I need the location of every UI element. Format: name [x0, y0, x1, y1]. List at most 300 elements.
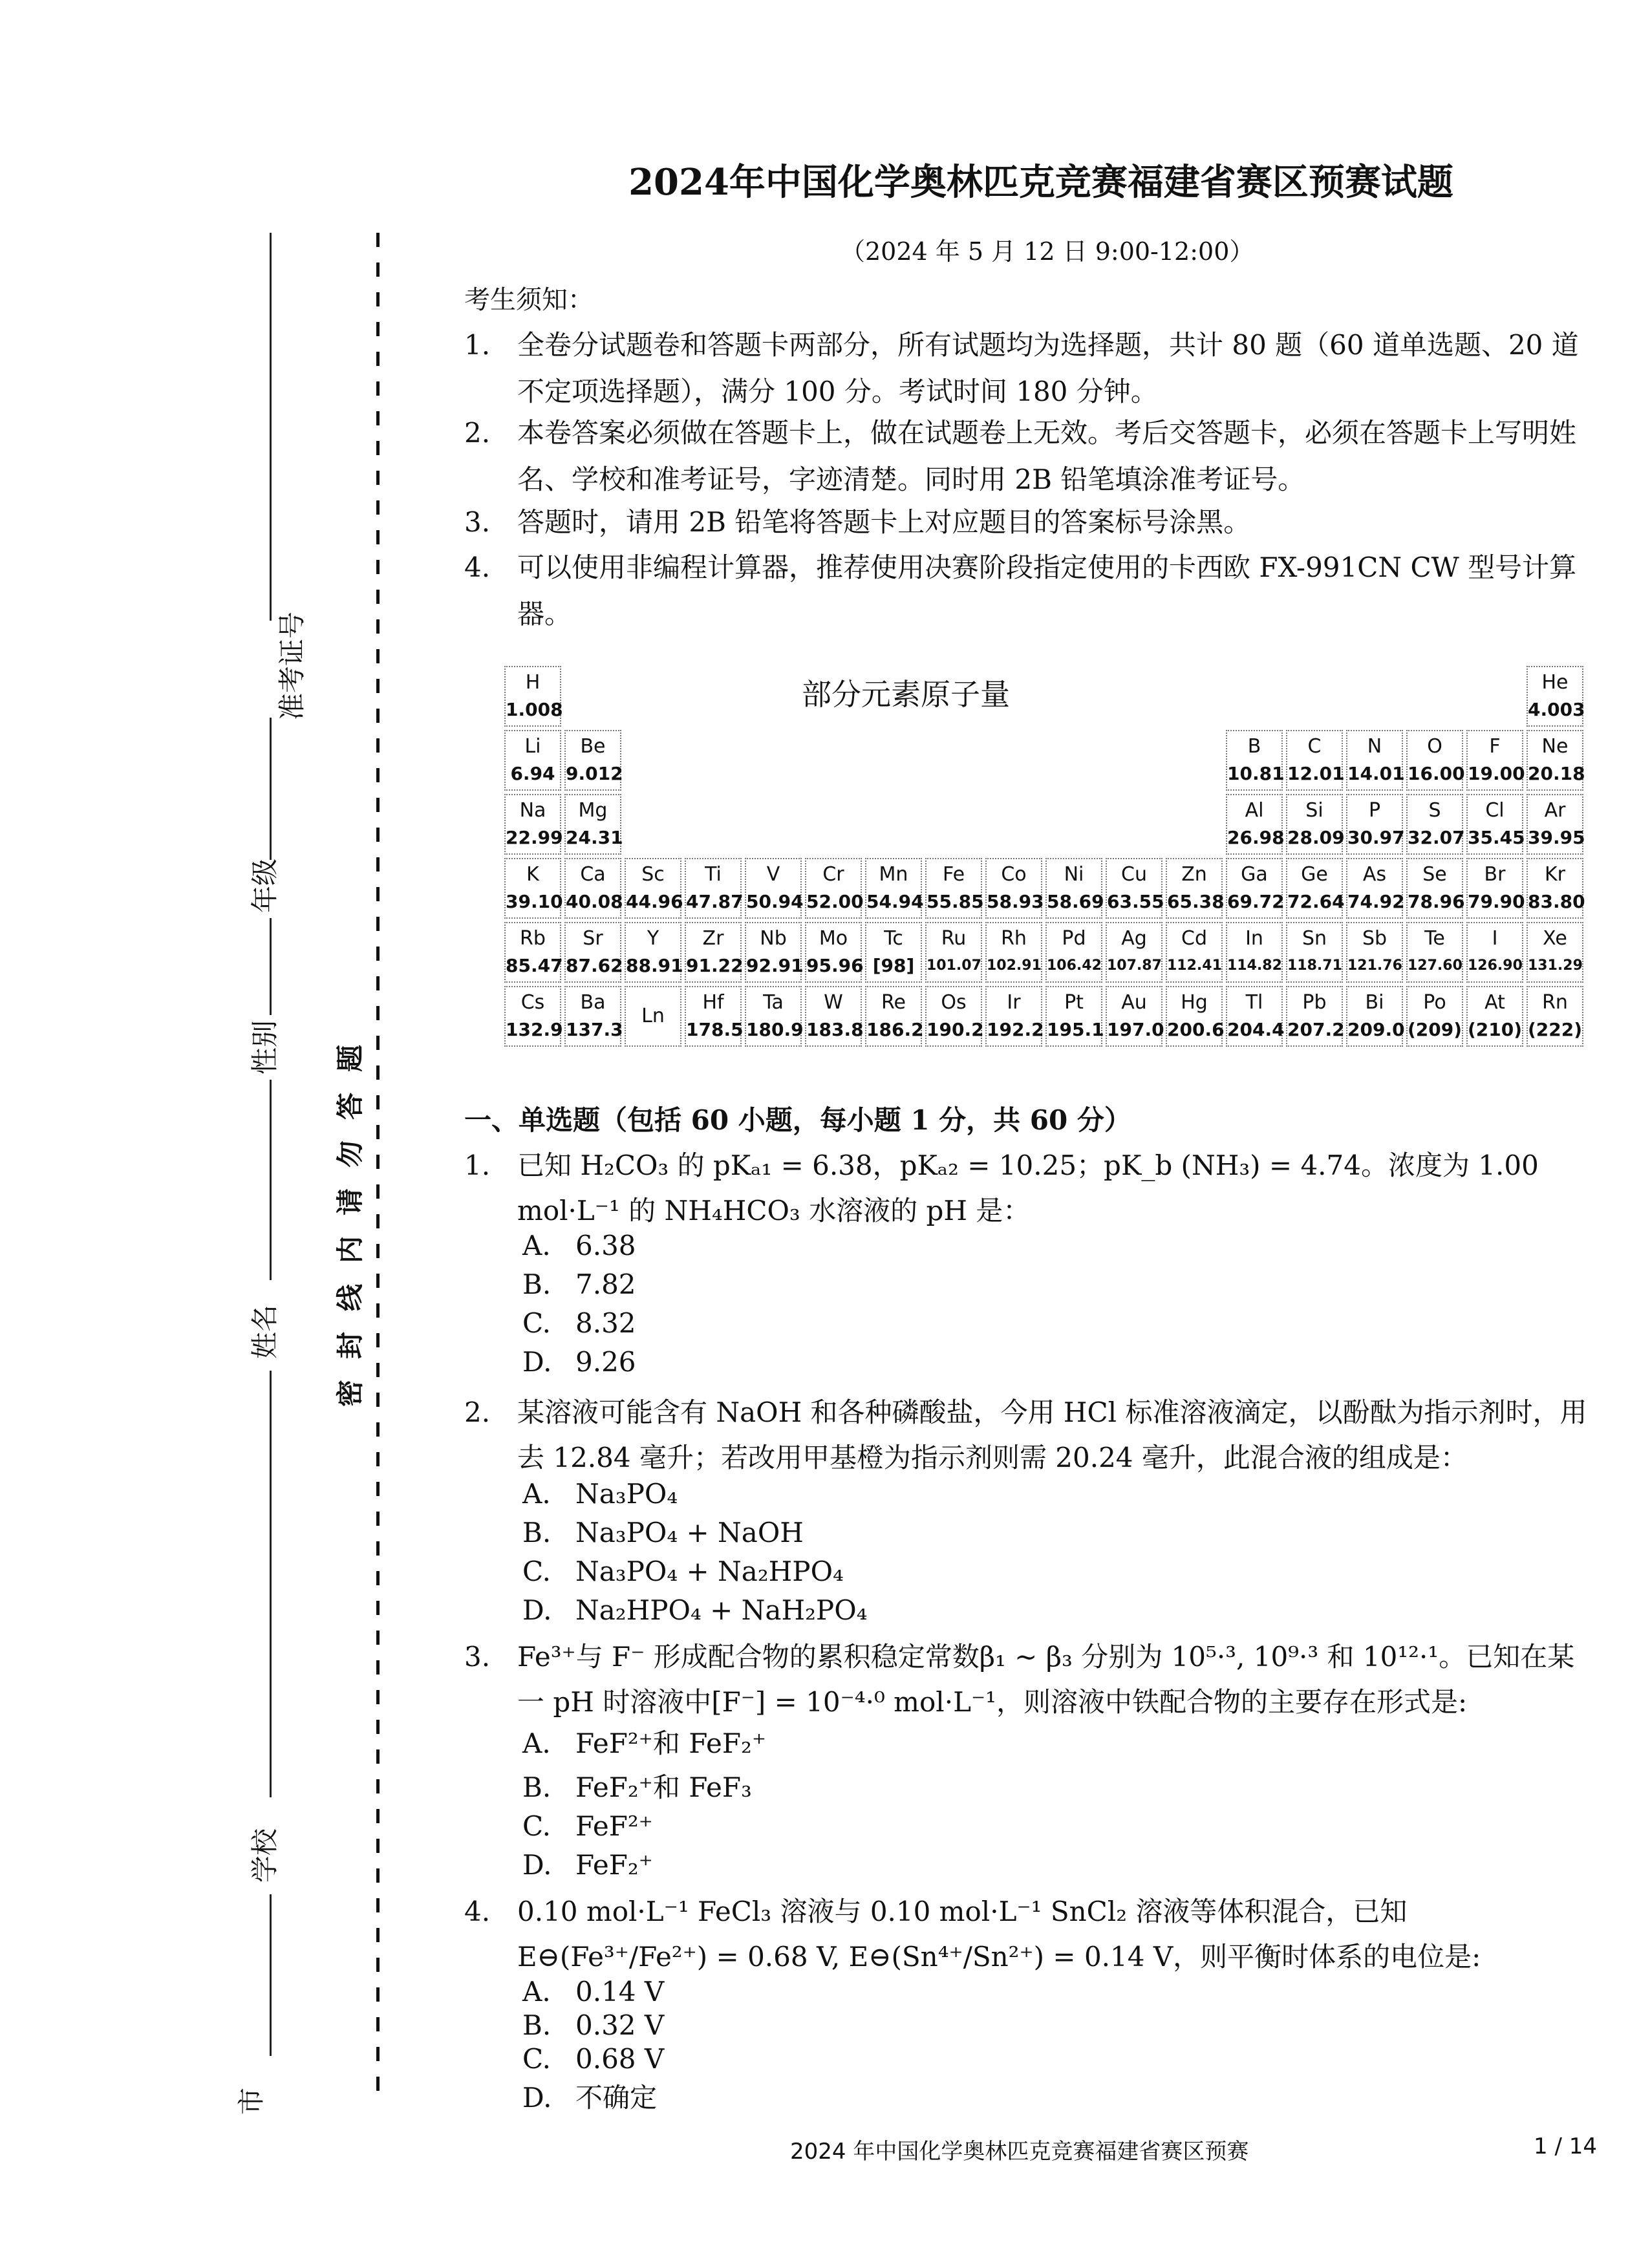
- element-weight: 39.95: [1528, 827, 1585, 848]
- element-weight: 72.64: [1287, 891, 1345, 912]
- element-weight: 114.82: [1227, 957, 1282, 974]
- element-weight: 183.8: [806, 1019, 864, 1040]
- exam-id-label: 准考证号: [276, 611, 308, 721]
- element-cell: [1286, 922, 1343, 983]
- seal-char: 题: [334, 1045, 366, 1073]
- option-letter: A.: [522, 1478, 551, 1510]
- element-weight: 35.45: [1468, 827, 1525, 848]
- element-weight: 58.93: [987, 891, 1044, 912]
- element-weight: 50.94: [746, 891, 804, 912]
- page-title: 2024年中国化学奥林匹克竞赛福建省赛区预赛试题: [628, 161, 1453, 204]
- notice-item: [464, 410, 1589, 503]
- element-symbol: Ru: [941, 927, 967, 950]
- element-weight: 190.2: [927, 1019, 984, 1040]
- notice-item: [464, 499, 1589, 546]
- page-number: 1 / 14: [1534, 2134, 1597, 2159]
- element-weight: 22.99: [506, 827, 563, 848]
- element-weight: 112.41: [1167, 957, 1222, 974]
- option-text: Na₃PO₄: [575, 1478, 678, 1510]
- element-symbol: K: [526, 863, 539, 886]
- option-text: 0.32 V: [575, 2009, 665, 2041]
- element-cell: [1346, 858, 1403, 919]
- element-weight: 197.0: [1107, 1019, 1164, 1040]
- element-weight: 178.5: [686, 1019, 744, 1040]
- element-cell: [925, 922, 982, 983]
- element-cell: [805, 858, 862, 919]
- element-symbol: Se: [1422, 863, 1447, 886]
- element-symbol: I: [1492, 927, 1498, 950]
- element-weight: 16.00: [1408, 763, 1465, 784]
- notice-item: [464, 544, 1589, 637]
- element-weight: 204.4: [1227, 1019, 1285, 1040]
- element-weight: 127.60: [1408, 957, 1462, 974]
- element-cell: [1286, 986, 1343, 1047]
- element-symbol: O: [1427, 735, 1442, 758]
- notice-item-text: 可以使用非编程计算器，推荐使用决赛阶段指定使用的卡西欧 FX-991CN CW 型号计算器。: [517, 551, 1577, 630]
- element-weight: 195.1: [1047, 1019, 1104, 1040]
- school-line: [270, 1371, 272, 1797]
- element-cell: [1045, 922, 1102, 983]
- element-symbol: B: [1247, 735, 1261, 758]
- element-cell: [1166, 858, 1223, 919]
- element-weight: 52.00: [806, 891, 864, 912]
- element-symbol: Pd: [1062, 927, 1086, 950]
- element-weight: 132.9: [506, 1019, 563, 1040]
- seal-dashed-line: [376, 233, 380, 2095]
- option: [522, 1556, 844, 1587]
- element-weight: 9.012: [566, 763, 623, 784]
- grade-label: 年级: [249, 858, 281, 914]
- element-weight: 47.87: [686, 891, 744, 912]
- option-letter: B.: [522, 1268, 552, 1300]
- element-symbol: Os: [941, 991, 967, 1014]
- element-symbol: Fe: [942, 863, 965, 886]
- option: [522, 2009, 664, 2041]
- element-symbol: N: [1367, 735, 1382, 758]
- option-text: FeF₂⁺和 FeF₃: [575, 1771, 752, 1803]
- option-text: FeF₂⁺: [575, 1849, 653, 1881]
- element-symbol: At: [1484, 991, 1505, 1014]
- element-symbol: Po: [1423, 991, 1446, 1014]
- element-symbol: Bi: [1365, 991, 1384, 1014]
- element-weight: 14.01: [1347, 763, 1405, 784]
- option-letter: C.: [522, 2043, 551, 2075]
- element-cell: [1226, 858, 1283, 919]
- option: [522, 2077, 657, 2115]
- element-symbol: Pt: [1064, 991, 1084, 1014]
- element-symbol: Tc: [884, 927, 903, 950]
- element-symbol: As: [1362, 863, 1387, 886]
- element-weight: 101.07: [927, 957, 981, 974]
- option: [522, 1478, 678, 1510]
- element-symbol: V: [766, 863, 780, 886]
- element-weight: 12.01: [1287, 763, 1345, 784]
- option-letter: B.: [522, 2009, 552, 2041]
- element-symbol: In: [1245, 927, 1263, 950]
- question: [464, 1634, 1589, 1725]
- option-text: FeF²⁺: [575, 1810, 653, 1842]
- notice-item-number: 3.: [464, 506, 491, 538]
- option-text: 不确定: [575, 2082, 658, 2113]
- element-symbol: Y: [647, 927, 659, 950]
- seal-char: 密: [334, 1380, 366, 1407]
- element-cell: [865, 922, 922, 983]
- element-symbol: Cr: [822, 863, 844, 886]
- element-cell: [1346, 794, 1403, 855]
- element-symbol: Xe: [1543, 927, 1567, 950]
- question-number: 3.: [464, 1641, 491, 1673]
- element-symbol: Co: [1001, 863, 1027, 886]
- element-weight: 118.71: [1287, 957, 1342, 974]
- element-cell: [1286, 858, 1343, 919]
- element-cell: [1226, 922, 1283, 983]
- element-cell: [1527, 730, 1583, 791]
- option-letter: C.: [522, 1810, 551, 1842]
- option-text: Na₂HPO₄ + NaH₂PO₄: [575, 1594, 868, 1626]
- seal-char: 内: [334, 1236, 366, 1264]
- element-symbol: Mg: [578, 799, 608, 822]
- element-symbol: Na: [519, 799, 546, 822]
- element-weight: 65.38: [1167, 891, 1225, 912]
- element-cell: [1286, 794, 1343, 855]
- element-symbol: F: [1489, 735, 1501, 758]
- element-weight: 20.18: [1528, 763, 1585, 784]
- element-cell: [625, 922, 681, 983]
- element-weight: 91.22: [686, 955, 744, 976]
- element-symbol: Sn: [1302, 927, 1327, 950]
- element-weight: 107.87: [1107, 957, 1162, 974]
- element-weight: 192.2: [987, 1019, 1044, 1040]
- option-text: 6.38: [575, 1230, 636, 1261]
- element-symbol: H: [525, 671, 541, 694]
- question: [464, 1889, 1589, 1980]
- seal-char: 答: [334, 1093, 366, 1120]
- element-cell: [685, 986, 742, 1047]
- element-symbol: Br: [1484, 863, 1506, 886]
- city-line: [270, 1894, 272, 2056]
- question-text: 已知 H₂CO₃ 的 pKₐ₁ = 6.38，pKₐ₂ = 10.25；pK_b (NH₃) = 4.74。浓度为 1.00 mol·L⁻¹ 的 NH₄HCO₃ 水溶液的 pH 是：: [517, 1150, 1539, 1226]
- element-weight: 32.07: [1408, 827, 1465, 848]
- seal-char: 请: [334, 1188, 366, 1216]
- element-symbol: Tl: [1245, 991, 1263, 1014]
- element-cell: [925, 986, 982, 1047]
- option: [522, 1307, 636, 1339]
- element-cell: [1466, 858, 1523, 919]
- element-symbol: C: [1307, 735, 1322, 758]
- name-line: [270, 1080, 272, 1280]
- element-symbol: Ni: [1064, 863, 1084, 886]
- notice-item-text: 全卷分试题卷和答题卡两部分，所有试题均为选择题，共计 80 题（60 道单选题、20 道不定项选择题），满分 100 分。考试时间 180 分钟。: [517, 329, 1579, 407]
- periodic-table-title: 部分元素原子量: [802, 677, 1010, 712]
- element-cell: [1466, 794, 1523, 855]
- element-weight: 137.3: [566, 1019, 623, 1040]
- element-weight: 63.55: [1107, 891, 1164, 912]
- element-symbol: Mn: [879, 863, 908, 886]
- element-weight: 26.98: [1227, 827, 1285, 848]
- gender-label: 性别: [249, 1020, 281, 1075]
- notice-item-text: 答题时，请用 2B 铅笔将答题卡上对应题目的答案标号涂黑。: [517, 506, 1251, 538]
- element-weight: 207.2: [1287, 1019, 1345, 1040]
- element-symbol: Ag: [1121, 927, 1147, 950]
- option-letter: C.: [522, 1556, 551, 1587]
- element-symbol: Ti: [705, 863, 722, 886]
- element-weight: 10.81: [1227, 763, 1285, 784]
- element-cell: [1166, 986, 1223, 1047]
- option: [522, 1810, 653, 1842]
- element-cell: [504, 730, 561, 791]
- element-weight: 6.94: [510, 763, 555, 784]
- city-label: 市: [235, 2087, 268, 2115]
- element-weight: 88.91: [626, 955, 683, 976]
- element-weight: 19.00: [1468, 763, 1525, 784]
- option: [522, 1722, 766, 1761]
- option: [522, 1766, 752, 1805]
- section-heading: 一、单选题（包括 60 小题，每小题 1 分，共 60 分）: [464, 1104, 1131, 1136]
- element-weight: 85.47: [506, 955, 563, 976]
- element-weight: 126.90: [1468, 957, 1523, 974]
- element-symbol: Zr: [702, 927, 724, 950]
- question-text: 某溶液可能含有 NaOH 和各种磷酸盐，今用 HCl 标准溶液滴定，以酚酞为指示剂时，用去 12.84 毫升；若改用甲基橙为指示剂则需 20.24 毫升，此混合液的组成是：: [517, 1396, 1587, 1473]
- option-letter: A.: [522, 1728, 551, 1759]
- element-symbol: Au: [1121, 991, 1147, 1014]
- question-number: 1.: [464, 1150, 491, 1181]
- notice-item-number: 4.: [464, 551, 491, 583]
- option-text: 0.14 V: [575, 1976, 665, 2007]
- question-number: 4.: [464, 1896, 491, 1927]
- exam-id-line: [270, 233, 272, 621]
- element-symbol: Re: [881, 991, 906, 1014]
- element-symbol: Hf: [702, 991, 724, 1014]
- element-cell: [745, 858, 802, 919]
- element-symbol: Si: [1305, 799, 1323, 822]
- element-cell: [1406, 858, 1463, 919]
- element-symbol: Cl: [1485, 799, 1505, 822]
- element-weight: (210): [1468, 1019, 1523, 1040]
- element-cell: [1346, 986, 1403, 1047]
- option-letter: D.: [522, 2082, 552, 2113]
- element-symbol: Ne: [1541, 735, 1569, 758]
- element-weight: 209.0: [1347, 1019, 1405, 1040]
- element-cell: [504, 794, 561, 855]
- element-cell: [1045, 858, 1102, 919]
- element-cell: [805, 922, 862, 983]
- element-weight: 95.96: [806, 955, 864, 976]
- element-cell: [564, 922, 621, 983]
- element-cell: [564, 730, 621, 791]
- element-symbol: S: [1428, 799, 1441, 822]
- element-cell: [1346, 922, 1403, 983]
- element-symbol: Pb: [1302, 991, 1327, 1014]
- element-weight: 40.08: [566, 891, 623, 912]
- notice-heading: 考生须知：: [464, 285, 594, 315]
- element-weight: [98]: [872, 955, 915, 976]
- element-cell: [745, 986, 802, 1047]
- element-cell: [985, 922, 1042, 983]
- notice-item-number: 1.: [464, 329, 491, 361]
- element-cell: [985, 986, 1042, 1047]
- option-text: 7.82: [575, 1268, 636, 1300]
- element-cell: [1527, 666, 1583, 727]
- seal-char: 勿: [334, 1140, 366, 1168]
- element-symbol: Ar: [1544, 799, 1566, 822]
- option: [522, 2043, 664, 2075]
- element-weight: (222): [1528, 1019, 1583, 1040]
- element-cell: [685, 922, 742, 983]
- element-weight: 44.96: [626, 891, 683, 912]
- element-symbol: Ga: [1241, 863, 1268, 886]
- element-weight: 180.9: [746, 1019, 804, 1040]
- element-symbol: Sr: [583, 927, 603, 950]
- school-label: 学校: [249, 1828, 281, 1883]
- element-weight: (209): [1408, 1019, 1462, 1040]
- element-weight: 87.62: [566, 955, 623, 976]
- option-text: FeF²⁺和 FeF₂⁺: [575, 1728, 767, 1759]
- element-weight: 28.09: [1287, 827, 1345, 848]
- element-cell: [625, 858, 681, 919]
- seal-char: 线: [334, 1284, 366, 1312]
- element-cell: [1466, 730, 1523, 791]
- element-weight: 106.42: [1047, 957, 1102, 974]
- element-symbol: Cu: [1121, 863, 1147, 886]
- option-text: 8.32: [575, 1307, 636, 1339]
- element-cell: [1406, 986, 1463, 1047]
- element-symbol: Li: [524, 735, 541, 758]
- element-cell: [1527, 922, 1583, 983]
- element-weight: 1.008: [506, 699, 563, 720]
- gender-line: [270, 918, 272, 1015]
- element-weight: 39.10: [506, 891, 563, 912]
- element-symbol: P: [1368, 799, 1381, 822]
- element-weight: 83.80: [1528, 891, 1585, 912]
- element-cell: [1406, 922, 1463, 983]
- option-letter: B.: [522, 1517, 552, 1548]
- element-symbol: Ta: [763, 991, 784, 1014]
- question-text: Fe³⁺与 F⁻ 形成配合物的累积稳定常数β₁ ~ β₃ 分别为 10⁵·³, 10⁹·³ 和 10¹²·¹。已知在某一 pH 时溶液中[F⁻] = 10⁻⁴·⁰ mol·L⁻¹，则溶液中铁配合物的主要存在形式是:: [517, 1641, 1575, 1718]
- element-cell: [745, 922, 802, 983]
- element-symbol: Hg: [1181, 991, 1208, 1014]
- element-weight: 55.85: [927, 891, 984, 912]
- element-symbol: Ln: [641, 1005, 665, 1027]
- element-weight: 200.6: [1167, 1019, 1225, 1040]
- element-cell: [1106, 922, 1162, 983]
- question: [464, 1390, 1589, 1481]
- element-symbol: Zn: [1181, 863, 1207, 886]
- option-text: 0.68 V: [575, 2043, 665, 2075]
- option-letter: D.: [522, 1346, 552, 1378]
- element-cell: [504, 858, 561, 919]
- element-symbol: Nb: [760, 927, 787, 950]
- option-text: 9.26: [575, 1346, 636, 1378]
- element-symbol: He: [1541, 671, 1569, 694]
- element-weight: 131.29: [1528, 957, 1583, 974]
- element-cell: [1226, 730, 1283, 791]
- option: [522, 1230, 636, 1261]
- element-cell: [1466, 986, 1523, 1047]
- question: [464, 1143, 1589, 1234]
- element-cell: [625, 986, 681, 1047]
- element-symbol: Ba: [580, 991, 606, 1014]
- option-letter: A.: [522, 1230, 551, 1261]
- periodic-table: [504, 666, 1585, 1073]
- element-cell: [985, 858, 1042, 919]
- element-symbol: W: [824, 991, 843, 1014]
- element-weight: 102.91: [987, 957, 1042, 974]
- element-cell: [504, 922, 561, 983]
- notice-item: [464, 322, 1589, 415]
- element-weight: 69.72: [1227, 891, 1285, 912]
- question-text: 0.10 mol·L⁻¹ FeCl₃ 溶液与 0.10 mol·L⁻¹ SnCl₂ 溶液等体积混合，已知 E⊖(Fe³⁺/Fe²⁺) = 0.68 V, E⊖(Sn⁴⁺/Sn²⁺) = 0.14 V，则平衡时体系的电位是:: [517, 1896, 1481, 1973]
- option: [522, 1517, 804, 1548]
- option-letter: A.: [522, 1976, 551, 2007]
- element-weight: 121.76: [1347, 957, 1402, 974]
- element-symbol: Mo: [819, 927, 848, 950]
- element-cell: [1106, 986, 1162, 1047]
- option: [522, 1849, 653, 1881]
- element-symbol: Al: [1245, 799, 1264, 822]
- option: [522, 1268, 636, 1300]
- element-weight: 74.92: [1347, 891, 1405, 912]
- element-cell: [1466, 922, 1523, 983]
- exam-time: （2024 年 5 月 12 日 9:00-12:00）: [841, 237, 1254, 266]
- element-weight: 186.2: [866, 1019, 924, 1040]
- option-text: Na₃PO₄ + Na₂HPO₄: [575, 1556, 844, 1587]
- element-weight: 24.31: [566, 827, 623, 848]
- element-cell: [865, 858, 922, 919]
- element-cell: [1226, 794, 1283, 855]
- element-cell: [564, 794, 621, 855]
- element-cell: [1106, 858, 1162, 919]
- element-cell: [805, 986, 862, 1047]
- element-cell: [1527, 858, 1583, 919]
- element-symbol: Te: [1424, 927, 1445, 950]
- option: [522, 1976, 664, 2007]
- element-cell: [1226, 986, 1283, 1047]
- element-cell: [1527, 986, 1583, 1047]
- element-symbol: Ca: [580, 863, 606, 886]
- element-cell: [564, 986, 621, 1047]
- element-symbol: Ge: [1301, 863, 1328, 886]
- element-cell: [1286, 730, 1343, 791]
- element-weight: 58.69: [1047, 891, 1104, 912]
- element-symbol: Cd: [1181, 927, 1207, 950]
- option: [522, 1594, 867, 1626]
- question-number: 2.: [464, 1396, 491, 1428]
- element-weight: 30.97: [1347, 827, 1405, 848]
- element-symbol: Cs: [520, 991, 545, 1014]
- element-weight: 54.94: [866, 891, 924, 912]
- element-cell: [564, 858, 621, 919]
- element-symbol: Kr: [1544, 863, 1565, 886]
- notice-item-number: 2.: [464, 417, 491, 449]
- option: [522, 1346, 636, 1378]
- element-cell: [1045, 986, 1102, 1047]
- element-symbol: Rn: [1542, 991, 1568, 1014]
- element-cell: [1166, 922, 1223, 983]
- element-symbol: Be: [580, 735, 606, 758]
- grade-line: [270, 718, 272, 860]
- option-letter: C.: [522, 1307, 551, 1339]
- element-weight: 78.96: [1408, 891, 1465, 912]
- element-cell: [685, 858, 742, 919]
- option-text: Na₃PO₄ + NaOH: [575, 1517, 804, 1548]
- element-symbol: Sc: [641, 863, 665, 886]
- element-weight: 4.003: [1528, 699, 1585, 720]
- option-letter: B.: [522, 1771, 552, 1803]
- element-symbol: Ir: [1007, 991, 1021, 1014]
- element-cell: [865, 986, 922, 1047]
- element-cell: [1406, 794, 1463, 855]
- element-cell: [925, 858, 982, 919]
